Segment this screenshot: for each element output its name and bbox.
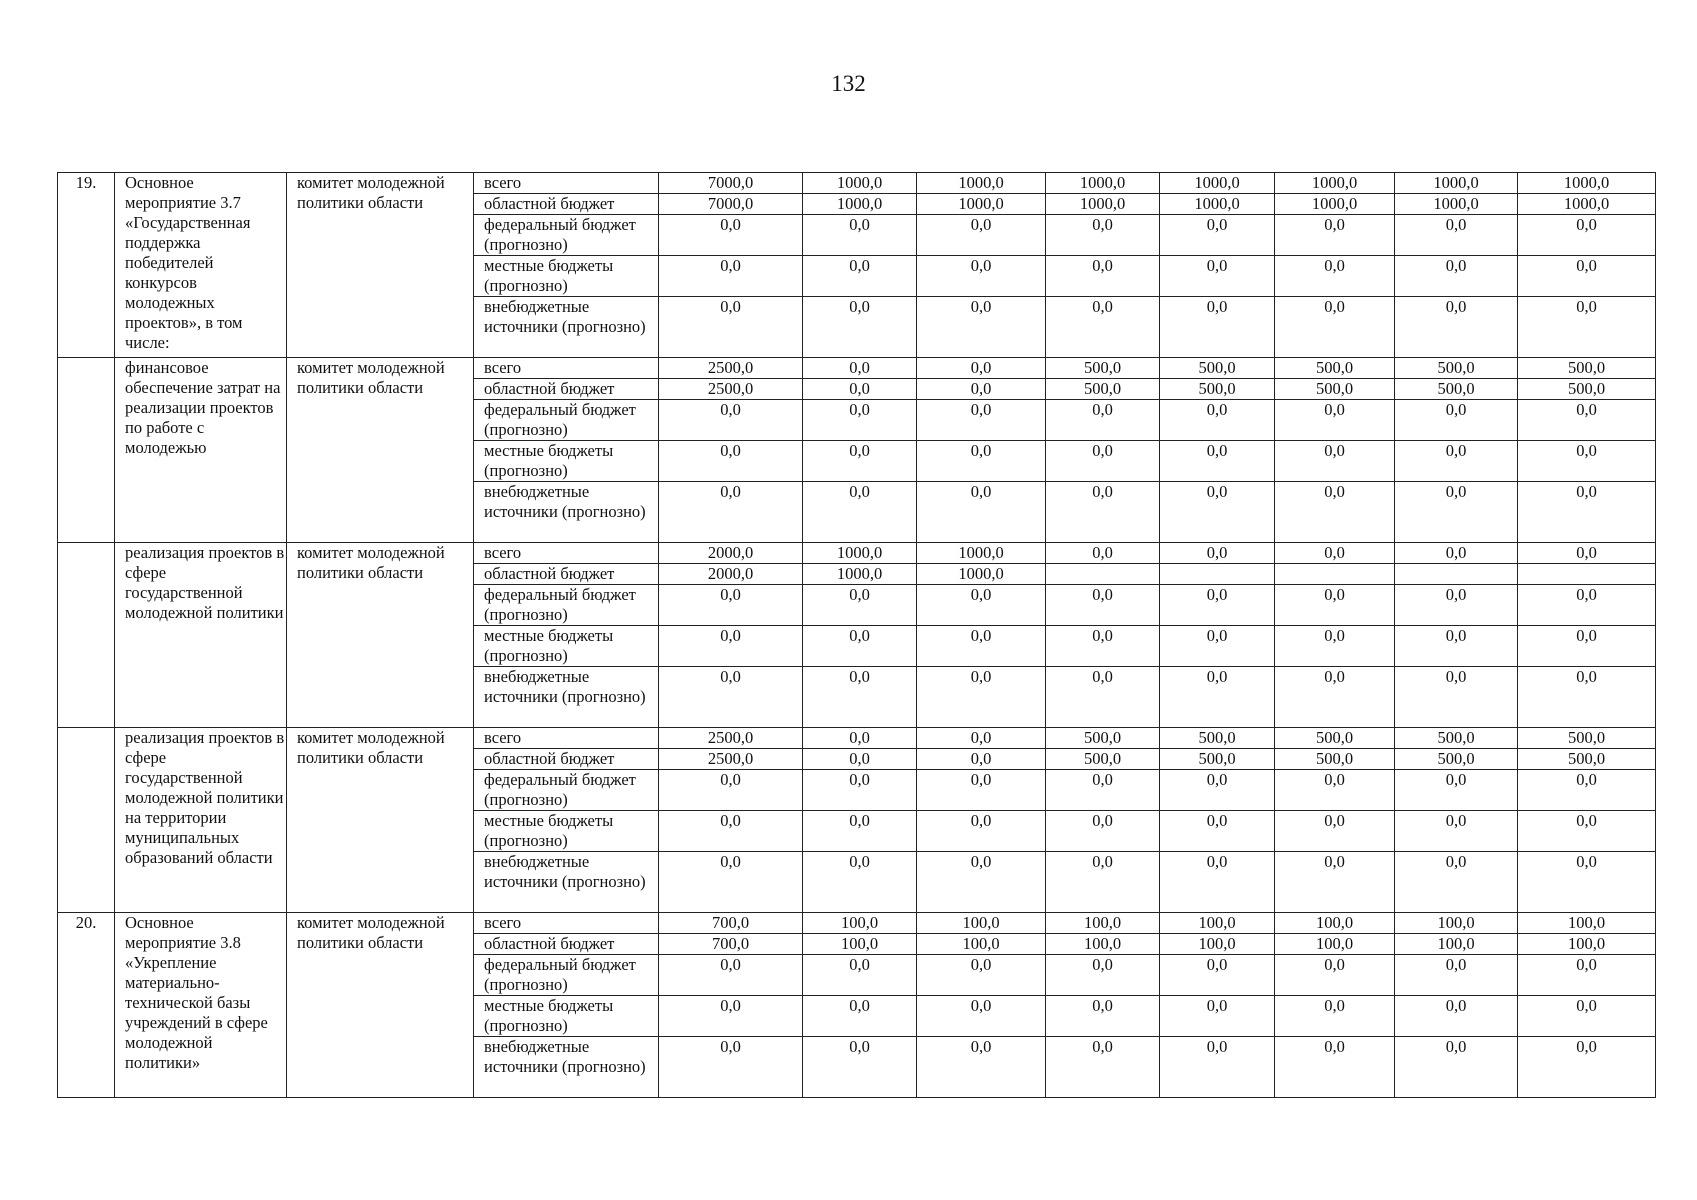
amount-cell: 2500,0 xyxy=(659,749,803,770)
amount-cell: 0,0 xyxy=(917,400,1046,441)
funding-source-cell: местные бюджеты (прогнозно) xyxy=(474,256,659,297)
amount-cell: 500,0 xyxy=(1518,728,1656,749)
amount-cell: 0,0 xyxy=(1046,215,1160,256)
amount-cell: 0,0 xyxy=(1518,667,1656,728)
amount-cell: 500,0 xyxy=(1046,358,1160,379)
amount-cell: 0,0 xyxy=(803,728,917,749)
amount-cell: 0,0 xyxy=(917,1037,1046,1098)
amount-cell: 100,0 xyxy=(1395,934,1518,955)
amount-cell: 100,0 xyxy=(1275,934,1395,955)
amount-cell: 0,0 xyxy=(659,297,803,358)
amount-cell: 0,0 xyxy=(917,811,1046,852)
amount-cell: 0,0 xyxy=(1395,667,1518,728)
amount-cell: 0,0 xyxy=(1046,543,1160,564)
amount-cell: 0,0 xyxy=(1518,441,1656,482)
amount-cell: 1000,0 xyxy=(1518,194,1656,215)
amount-cell xyxy=(1518,564,1656,585)
amount-cell: 0,0 xyxy=(1395,626,1518,667)
amount-cell: 0,0 xyxy=(1395,585,1518,626)
amount-cell: 1000,0 xyxy=(1160,173,1275,194)
amount-cell: 0,0 xyxy=(803,770,917,811)
amount-cell: 0,0 xyxy=(659,215,803,256)
activity-name-cell: реализация проектов в сфере государственной молодежной политики на территории муниципальных образований области xyxy=(115,728,287,913)
funding-source-cell: местные бюджеты (прогнозно) xyxy=(474,996,659,1037)
amount-cell: 0,0 xyxy=(803,585,917,626)
amount-cell: 1000,0 xyxy=(917,543,1046,564)
funding-source-cell: внебюджетные источники (прогнозно) xyxy=(474,1037,659,1098)
funding-source-cell: областной бюджет xyxy=(474,749,659,770)
funding-source-cell: внебюджетные источники (прогнозно) xyxy=(474,667,659,728)
amount-cell: 0,0 xyxy=(1160,770,1275,811)
amount-cell: 0,0 xyxy=(1275,543,1395,564)
amount-cell: 0,0 xyxy=(917,256,1046,297)
amount-cell: 1000,0 xyxy=(803,564,917,585)
amount-cell: 0,0 xyxy=(917,749,1046,770)
amount-cell: 0,0 xyxy=(1160,441,1275,482)
amount-cell: 0,0 xyxy=(803,358,917,379)
table-row xyxy=(58,913,1656,934)
amount-cell: 0,0 xyxy=(1518,996,1656,1037)
amount-cell: 0,0 xyxy=(1395,811,1518,852)
funding-source-cell: федеральный бюджет (прогнозно) xyxy=(474,215,659,256)
funding-source-cell: всего xyxy=(474,543,659,564)
amount-cell: 100,0 xyxy=(1518,934,1656,955)
amount-cell: 500,0 xyxy=(1046,379,1160,400)
amount-cell: 0,0 xyxy=(1046,996,1160,1037)
executor-cell: комитет молодежной политики области xyxy=(287,358,474,543)
amount-cell: 500,0 xyxy=(1395,358,1518,379)
amount-cell: 0,0 xyxy=(1275,811,1395,852)
amount-cell: 0,0 xyxy=(917,297,1046,358)
amount-cell: 0,0 xyxy=(917,770,1046,811)
amount-cell: 0,0 xyxy=(917,215,1046,256)
amount-cell: 0,0 xyxy=(803,667,917,728)
amount-cell: 1000,0 xyxy=(1518,173,1656,194)
amount-cell: 0,0 xyxy=(1046,770,1160,811)
amount-cell: 0,0 xyxy=(1160,215,1275,256)
amount-cell: 0,0 xyxy=(1275,482,1395,543)
amount-cell: 0,0 xyxy=(917,379,1046,400)
funding-source-cell: федеральный бюджет (прогнозно) xyxy=(474,770,659,811)
amount-cell: 0,0 xyxy=(1275,770,1395,811)
amount-cell: 0,0 xyxy=(1518,955,1656,996)
row-number-cell xyxy=(58,358,115,543)
amount-cell: 100,0 xyxy=(917,913,1046,934)
amount-cell: 500,0 xyxy=(1275,728,1395,749)
amount-cell: 0,0 xyxy=(1275,215,1395,256)
amount-cell: 0,0 xyxy=(1046,1037,1160,1098)
executor-cell: комитет молодежной политики области xyxy=(287,728,474,913)
amount-cell: 0,0 xyxy=(803,441,917,482)
funding-source-cell: местные бюджеты (прогнозно) xyxy=(474,626,659,667)
amount-cell: 100,0 xyxy=(1518,913,1656,934)
amount-cell: 0,0 xyxy=(1395,297,1518,358)
amount-cell: 500,0 xyxy=(1518,358,1656,379)
executor-cell: комитет молодежной политики области xyxy=(287,173,474,358)
amount-cell: 0,0 xyxy=(803,626,917,667)
amount-cell: 500,0 xyxy=(1518,379,1656,400)
amount-cell: 0,0 xyxy=(1395,543,1518,564)
row-number-cell: 20. xyxy=(58,913,115,1098)
amount-cell: 0,0 xyxy=(917,358,1046,379)
funding-source-cell: всего xyxy=(474,173,659,194)
amount-cell: 0,0 xyxy=(1518,585,1656,626)
amount-cell: 0,0 xyxy=(803,482,917,543)
amount-cell: 0,0 xyxy=(1046,811,1160,852)
amount-cell: 0,0 xyxy=(1160,400,1275,441)
amount-cell: 0,0 xyxy=(1160,996,1275,1037)
amount-cell: 0,0 xyxy=(803,297,917,358)
amount-cell: 100,0 xyxy=(803,934,917,955)
amount-cell: 0,0 xyxy=(659,996,803,1037)
amount-cell: 100,0 xyxy=(1046,913,1160,934)
amount-cell: 1000,0 xyxy=(1046,194,1160,215)
amount-cell: 500,0 xyxy=(1046,728,1160,749)
amount-cell: 0,0 xyxy=(803,996,917,1037)
amount-cell: 0,0 xyxy=(1160,626,1275,667)
funding-source-cell: внебюджетные источники (прогнозно) xyxy=(474,852,659,913)
amount-cell: 0,0 xyxy=(1518,626,1656,667)
amount-cell: 0,0 xyxy=(917,852,1046,913)
amount-cell: 1000,0 xyxy=(917,173,1046,194)
amount-cell: 0,0 xyxy=(1046,955,1160,996)
amount-cell: 0,0 xyxy=(1518,1037,1656,1098)
activity-name-cell: реализация проектов в сфере государственной молодежной политики xyxy=(115,543,287,728)
amount-cell: 2000,0 xyxy=(659,543,803,564)
amount-cell: 500,0 xyxy=(1395,728,1518,749)
amount-cell: 0,0 xyxy=(917,585,1046,626)
budget-table xyxy=(57,172,1656,1098)
amount-cell xyxy=(1046,564,1160,585)
amount-cell: 500,0 xyxy=(1160,358,1275,379)
amount-cell: 0,0 xyxy=(1160,297,1275,358)
table-row xyxy=(58,358,1656,379)
amount-cell: 0,0 xyxy=(659,441,803,482)
amount-cell: 0,0 xyxy=(803,379,917,400)
executor-cell: комитет молодежной политики области xyxy=(287,913,474,1098)
amount-cell: 0,0 xyxy=(917,626,1046,667)
amount-cell: 0,0 xyxy=(659,770,803,811)
amount-cell xyxy=(1275,564,1395,585)
amount-cell: 1000,0 xyxy=(1275,173,1395,194)
amount-cell: 2500,0 xyxy=(659,728,803,749)
amount-cell: 0,0 xyxy=(1160,1037,1275,1098)
amount-cell: 0,0 xyxy=(1275,400,1395,441)
amount-cell: 500,0 xyxy=(1160,379,1275,400)
amount-cell: 1000,0 xyxy=(917,194,1046,215)
amount-cell: 0,0 xyxy=(1518,811,1656,852)
amount-cell: 0,0 xyxy=(803,1037,917,1098)
amount-cell: 0,0 xyxy=(803,400,917,441)
funding-source-cell: областной бюджет xyxy=(474,564,659,585)
amount-cell: 0,0 xyxy=(1046,585,1160,626)
amount-cell: 0,0 xyxy=(659,667,803,728)
amount-cell xyxy=(1395,564,1518,585)
amount-cell: 0,0 xyxy=(1395,1037,1518,1098)
amount-cell: 0,0 xyxy=(659,400,803,441)
amount-cell: 0,0 xyxy=(917,667,1046,728)
amount-cell: 0,0 xyxy=(1395,852,1518,913)
amount-cell: 0,0 xyxy=(803,256,917,297)
amount-cell: 0,0 xyxy=(803,749,917,770)
amount-cell: 0,0 xyxy=(1395,215,1518,256)
amount-cell: 0,0 xyxy=(1275,996,1395,1037)
amount-cell: 0,0 xyxy=(1046,400,1160,441)
funding-source-cell: всего xyxy=(474,728,659,749)
amount-cell: 1000,0 xyxy=(1160,194,1275,215)
amount-cell: 0,0 xyxy=(917,996,1046,1037)
amount-cell: 0,0 xyxy=(1518,482,1656,543)
amount-cell: 0,0 xyxy=(917,728,1046,749)
funding-source-cell: внебюджетные источники (прогнозно) xyxy=(474,297,659,358)
amount-cell: 0,0 xyxy=(917,955,1046,996)
amount-cell: 0,0 xyxy=(1160,667,1275,728)
amount-cell: 1000,0 xyxy=(803,543,917,564)
amount-cell: 0,0 xyxy=(803,215,917,256)
amount-cell: 0,0 xyxy=(659,585,803,626)
amount-cell: 1000,0 xyxy=(803,173,917,194)
amount-cell: 1000,0 xyxy=(1395,194,1518,215)
amount-cell: 0,0 xyxy=(1046,667,1160,728)
amount-cell: 1000,0 xyxy=(917,564,1046,585)
amount-cell: 0,0 xyxy=(1395,256,1518,297)
amount-cell: 500,0 xyxy=(1395,749,1518,770)
funding-source-cell: местные бюджеты (прогнозно) xyxy=(474,811,659,852)
amount-cell: 0,0 xyxy=(1160,543,1275,564)
activity-name-cell: финансовое обеспечение затрат на реализации проектов по работе с молодежью xyxy=(115,358,287,543)
amount-cell: 500,0 xyxy=(1160,749,1275,770)
amount-cell: 2500,0 xyxy=(659,358,803,379)
amount-cell: 0,0 xyxy=(1160,256,1275,297)
amount-cell: 0,0 xyxy=(1395,770,1518,811)
amount-cell: 500,0 xyxy=(1275,358,1395,379)
funding-source-cell: внебюджетные источники (прогнозно) xyxy=(474,482,659,543)
amount-cell: 0,0 xyxy=(917,482,1046,543)
amount-cell: 0,0 xyxy=(1046,482,1160,543)
amount-cell: 0,0 xyxy=(1395,955,1518,996)
amount-cell: 0,0 xyxy=(1046,441,1160,482)
amount-cell: 700,0 xyxy=(659,913,803,934)
amount-cell: 0,0 xyxy=(659,811,803,852)
amount-cell: 0,0 xyxy=(1275,626,1395,667)
amount-cell: 0,0 xyxy=(1160,585,1275,626)
amount-cell: 500,0 xyxy=(1046,749,1160,770)
amount-cell: 1000,0 xyxy=(1046,173,1160,194)
amount-cell: 0,0 xyxy=(1518,543,1656,564)
amount-cell: 0,0 xyxy=(1518,256,1656,297)
amount-cell: 0,0 xyxy=(1046,256,1160,297)
amount-cell: 500,0 xyxy=(1395,379,1518,400)
row-number-cell xyxy=(58,543,115,728)
amount-cell: 2000,0 xyxy=(659,564,803,585)
amount-cell: 100,0 xyxy=(803,913,917,934)
amount-cell: 0,0 xyxy=(1046,297,1160,358)
amount-cell: 500,0 xyxy=(1518,749,1656,770)
funding-source-cell: всего xyxy=(474,358,659,379)
amount-cell: 0,0 xyxy=(1275,441,1395,482)
amount-cell: 7000,0 xyxy=(659,194,803,215)
row-number-cell xyxy=(58,728,115,913)
amount-cell: 100,0 xyxy=(917,934,1046,955)
amount-cell: 0,0 xyxy=(1395,441,1518,482)
amount-cell: 0,0 xyxy=(659,482,803,543)
amount-cell: 1000,0 xyxy=(1395,173,1518,194)
funding-source-cell: федеральный бюджет (прогнозно) xyxy=(474,585,659,626)
amount-cell: 0,0 xyxy=(1518,852,1656,913)
amount-cell: 0,0 xyxy=(1275,852,1395,913)
amount-cell: 0,0 xyxy=(1275,585,1395,626)
amount-cell: 100,0 xyxy=(1395,913,1518,934)
amount-cell: 0,0 xyxy=(1046,626,1160,667)
table-row xyxy=(58,173,1656,194)
table-row xyxy=(58,543,1656,564)
funding-source-cell: всего xyxy=(474,913,659,934)
amount-cell: 500,0 xyxy=(1160,728,1275,749)
table-row xyxy=(58,728,1656,749)
amount-cell: 0,0 xyxy=(1395,400,1518,441)
amount-cell: 0,0 xyxy=(803,852,917,913)
amount-cell: 0,0 xyxy=(1046,852,1160,913)
amount-cell: 0,0 xyxy=(1275,256,1395,297)
amount-cell: 0,0 xyxy=(917,441,1046,482)
funding-source-cell: федеральный бюджет (прогнозно) xyxy=(474,955,659,996)
amount-cell: 700,0 xyxy=(659,934,803,955)
funding-source-cell: федеральный бюджет (прогнозно) xyxy=(474,400,659,441)
amount-cell: 0,0 xyxy=(659,1037,803,1098)
amount-cell: 0,0 xyxy=(1160,852,1275,913)
amount-cell: 0,0 xyxy=(803,811,917,852)
funding-source-cell: местные бюджеты (прогнозно) xyxy=(474,441,659,482)
amount-cell: 100,0 xyxy=(1275,913,1395,934)
amount-cell: 1000,0 xyxy=(803,194,917,215)
amount-cell: 0,0 xyxy=(659,256,803,297)
amount-cell: 0,0 xyxy=(659,955,803,996)
amount-cell: 0,0 xyxy=(1275,1037,1395,1098)
amount-cell: 0,0 xyxy=(1275,297,1395,358)
amount-cell: 0,0 xyxy=(1518,400,1656,441)
amount-cell: 0,0 xyxy=(1518,297,1656,358)
executor-cell: комитет молодежной политики области xyxy=(287,543,474,728)
amount-cell: 0,0 xyxy=(1275,667,1395,728)
amount-cell: 0,0 xyxy=(1160,482,1275,543)
amount-cell xyxy=(1160,564,1275,585)
funding-source-cell: областной бюджет xyxy=(474,934,659,955)
amount-cell: 1000,0 xyxy=(1275,194,1395,215)
page-number: 132 xyxy=(831,71,866,96)
activity-name-cell: Основное мероприятие 3.7 «Государственная поддержка победителей конкурсов молодежных проектов», в том числе: xyxy=(115,173,287,358)
amount-cell: 0,0 xyxy=(1395,482,1518,543)
amount-cell: 0,0 xyxy=(1160,811,1275,852)
amount-cell: 7000,0 xyxy=(659,173,803,194)
funding-source-cell: областной бюджет xyxy=(474,194,659,215)
amount-cell: 0,0 xyxy=(1160,955,1275,996)
amount-cell: 0,0 xyxy=(803,955,917,996)
funding-source-cell: областной бюджет xyxy=(474,379,659,400)
row-number-cell: 19. xyxy=(58,173,115,358)
amount-cell: 100,0 xyxy=(1046,934,1160,955)
amount-cell: 100,0 xyxy=(1160,934,1275,955)
amount-cell: 500,0 xyxy=(1275,749,1395,770)
amount-cell: 0,0 xyxy=(1518,770,1656,811)
amount-cell: 0,0 xyxy=(1518,215,1656,256)
amount-cell: 0,0 xyxy=(1395,996,1518,1037)
amount-cell: 2500,0 xyxy=(659,379,803,400)
amount-cell: 0,0 xyxy=(659,852,803,913)
amount-cell: 100,0 xyxy=(1160,913,1275,934)
amount-cell: 0,0 xyxy=(1275,955,1395,996)
amount-cell: 500,0 xyxy=(1275,379,1395,400)
activity-name-cell: Основное мероприятие 3.8 «Укрепление материально-технической базы учреждений в сфере молодежной политики» xyxy=(115,913,287,1098)
amount-cell: 0,0 xyxy=(659,626,803,667)
